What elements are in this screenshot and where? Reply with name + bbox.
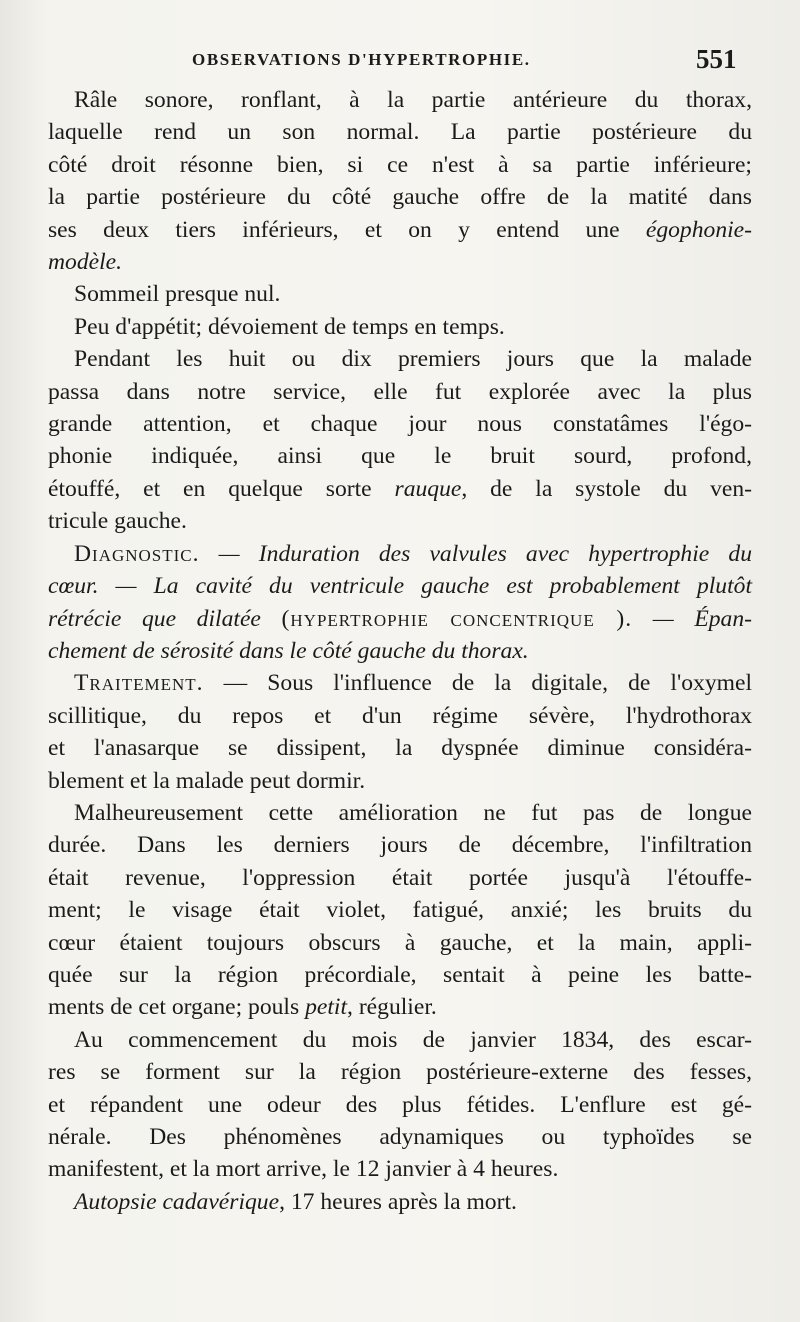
text-line: laquelle rend un son normal. La partie postérieure du [48, 119, 752, 146]
text-run: — Sous l'influence de la digitale, de l'oxymel [203, 670, 752, 697]
paragraph-diagnostic [48, 538, 752, 668]
text-line-mixed [48, 214, 752, 246]
text-line: phonie indiquée, ainsi que le bruit sourd, profond, [48, 443, 752, 470]
text-line: Râle sonore, ronflant, à la partie antérieure du thorax, [74, 87, 752, 113]
paragraph [48, 311, 752, 343]
text-run: , de la systole du ven- [461, 475, 752, 502]
text-line-mixed [48, 667, 752, 699]
text-line: cœur. — La cavité du ventricule gauche est probablement plutôt [48, 573, 752, 600]
italic-term: égophonie- [645, 216, 752, 243]
text-run: , régulier. [347, 994, 437, 1021]
text-run: ses deux tiers inférieurs, et on y entend une [48, 216, 646, 243]
text-line: et répandent une odeur des plus fétides. L'enflure est gé- [48, 1091, 752, 1118]
text-line-mixed [48, 603, 752, 635]
text-line: durée. Dans les derniers jours de décembre, l'infiltration [48, 832, 752, 859]
text-run: rétrécie que dilatée [48, 605, 282, 632]
text-line: et l'anasarque se dissipent, la dyspnée diminue considéra- [48, 735, 752, 762]
text-line: Pendant les huit ou dix premiers jours que la malade [74, 346, 752, 373]
page-header [0, 44, 800, 80]
text-line: Sommeil presque nul. [74, 281, 281, 308]
italic-term: rauque [394, 475, 462, 502]
page-number: 551 [696, 44, 737, 74]
text-line: res se forment sur la région postérieure-externe des fesses, [48, 1059, 752, 1086]
text-run: , 17 heures après la mort. [279, 1188, 517, 1215]
text-line: chement de sérosité dans le côté gauche du thorax. [48, 637, 529, 664]
text-line: quée sur la région précordiale, sentait à peine les batte- [48, 961, 752, 988]
text-line: tricule gauche. [48, 508, 187, 535]
text-run: — Induration des valvules avec hypertrophie du [199, 540, 752, 567]
paragraph [48, 797, 752, 1024]
text-line: Malheureusement cette amélioration ne fut pas de longue [74, 799, 752, 826]
text-line: modèle. [48, 249, 123, 276]
text-line: cœur étaient toujours obscurs à gauche, et la main, appli- [48, 929, 752, 956]
italic-term: petit [305, 994, 348, 1021]
paragraph [48, 343, 752, 537]
text-run: étouffé, et en quelque sorte [48, 475, 395, 502]
text-line: côté droit résonne bien, si ce n'est à sa partie inférieure; [48, 151, 752, 178]
text-line: grande attention, et chaque jour nous constatâmes l'égo- [48, 411, 752, 438]
paragraph [48, 278, 752, 310]
italic-lead: Autopsie cadavérique [74, 1188, 280, 1215]
text-line: ment; le visage était violet, fatigué, anxié; les bruits du [48, 897, 752, 924]
text-line-mixed [48, 538, 752, 570]
section-label: Diagnostic. [74, 540, 200, 567]
text-line: scillitique, du repos et d'un régime sévère, l'hydrothorax [48, 702, 752, 729]
text-line-mixed [48, 991, 752, 1023]
running-title: OBSERVATIONS D'HYPERTROPHIE. [192, 50, 531, 69]
text-line: la partie postérieure du côté gauche offre de la matité dans [48, 184, 752, 211]
text-line: était revenue, l'oppression était portée jusqu'à l'étouffe- [48, 864, 752, 891]
text-run: ments de cet organe; pouls [48, 994, 306, 1021]
paragraph-autopsie [48, 1186, 752, 1218]
text-line: blement et la malade peut dormir. [48, 767, 366, 794]
paragraph-traitement [48, 667, 752, 797]
page-body [48, 84, 752, 1218]
text-line: nérale. Des phénomènes adynamiques ou typhoïdes se [48, 1124, 752, 1150]
small-caps-term: (hypertrophie concentrique ). [281, 605, 633, 632]
text-line: manifestent, et la mort arrive, le 12 janvier à 4 heures. [48, 1156, 559, 1183]
text-line: passa dans notre service, elle fut explorée avec la plus [48, 378, 752, 405]
text-line: Au commencement du mois de janvier 1834, des escar- [74, 1026, 752, 1053]
section-label: Traitement. [74, 670, 204, 697]
text-line-mixed [48, 1186, 752, 1218]
text-run: — Épan- [632, 605, 753, 632]
text-line-mixed [48, 473, 752, 505]
text-line: Peu d'appétit; dévoiement de temps en temps. [74, 313, 505, 340]
paragraph [48, 84, 752, 278]
paragraph [48, 1024, 752, 1186]
